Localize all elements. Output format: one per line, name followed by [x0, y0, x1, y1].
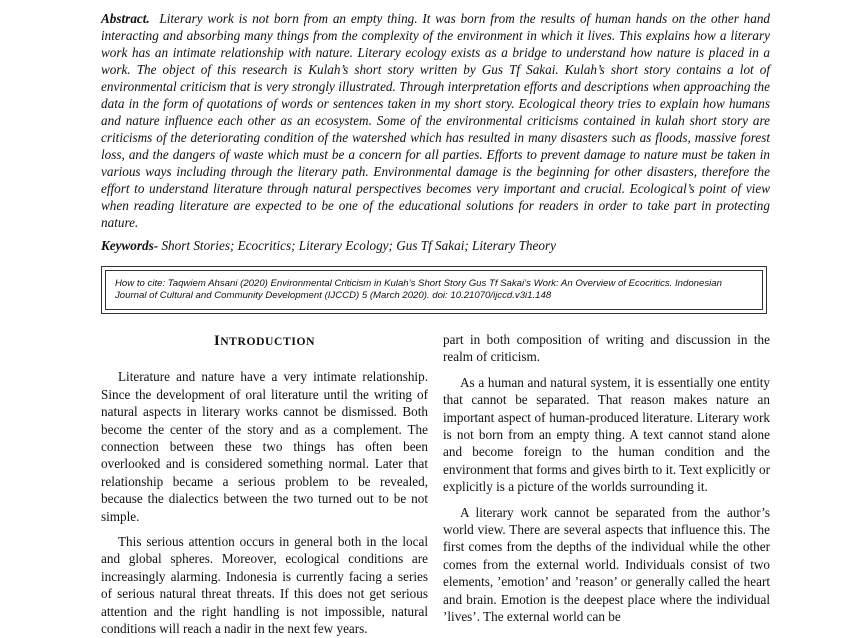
- section-title-initial: I: [213, 333, 221, 349]
- keywords-text: Short Stories; Ecocritics; Literary Ecology; Gus Tf Sakai; Literary Theory: [161, 238, 556, 253]
- right-paragraph: A literary work cannot be separated from the author’s world view. There are several aspects that influence this. The first comes from the depths of the individual while the other comes from the external world. Individuals consist of two elements, ’emotion’ and ’reason’ or generally called the heart and brain. Emotion is the deepest place where the individual ’lives’. The external world can be: [443, 504, 770, 625]
- right-paragraph: As a human and natural system, it is essentially one entity that cannot be separated. That reason makes nature an important aspect of human-produced literature. Literary work is not born from an empty thing. A text cannot stand alone and become foreign to the human condition and the environment that forms and gives birth to it. Text explicitly or explicitly is a picture of the worlds surrounding it.: [443, 374, 770, 495]
- left-column: [101, 331, 428, 638]
- keywords: [101, 237, 770, 254]
- left-paragraph: This serious attention occurs in general both in the local and global spheres. Moreover, ecological conditions are increasingly alarming. Indonesia is currently facing a series of serious natural threat threats. If this does not get serious attention and the right handling is not impossible, natural conditions will reach a nadir in the next few years.: [101, 534, 428, 637]
- citation-text: How to cite: Taqwiem Ahsani (2020) Environmental Criticism in Kulah’s Short Story Gus Tf Sakai’s Work: An Overview of Ecocritics. Indonesian Journal of Cultural and Community Development (IJCCD) 5 (March 2020). doi: 10.21070/ijccd.v3i1.148: [115, 278, 722, 301]
- section-title-rest: NTRODUCTION: [220, 335, 316, 348]
- keywords-label: Keywords-: [101, 238, 159, 253]
- right-paragraph: part in both composition of writing and discussion in the realm of criticism.: [443, 332, 770, 365]
- citation-box: [101, 266, 767, 314]
- right-column: [443, 331, 770, 626]
- abstract: [101, 10, 770, 231]
- abstract-label: Abstract.: [101, 11, 150, 26]
- section-title-introduction: [101, 331, 428, 350]
- abstract-text: Literary work is not born from an empty thing. It was born from the results of human hands on the other hand interacting and absorbing many things from the complexity of the environment in which it lives. This explains how a literary work has an intimate relationship with nature. Literary ecology exists as a bridge to understand how nature is placed in a work. The object of this research is Kulah’s short story written by Gus Tf Sakai. Kulah’s short story contains a lot of environmental criticism that is very strongly illustrated. Through interpretation efforts and descriptions when approaching the data in the form of quotations of words or sentences taken in my short story. Ecological theory tries to explain how humans and nature influence each other as an ecosystem. Some of the environmental criticisms contained in kulah short story are criticisms of the deteriorating condition of the watershed which has resulted in many disasters such as floods, massive forest loss, and the dangers of waste which must be a concern for all parties. Efforts to prevent damage to nature must be taken in various ways including through the literary path. Environmental damage is the beginning for other disasters, therefore the effort to understand literature through natural perspectives becomes very important and crucial. Ecological’s point of view when reading literature are expected to be one of the educational solutions for readers in order to take part in protecting nature.: [101, 11, 771, 230]
- left-paragraph: Literature and nature have a very intimate relationship. Since the development of oral literature until the writing of natural aspects in literary works cannot be dismissed. Both become the center of the story and as a complement. The connection between these two things has often been overlooked and is considered something normal. Later that relationship became a serious problem to be revealed, because the dialectics between the two turned out to be not simple.: [101, 369, 428, 524]
